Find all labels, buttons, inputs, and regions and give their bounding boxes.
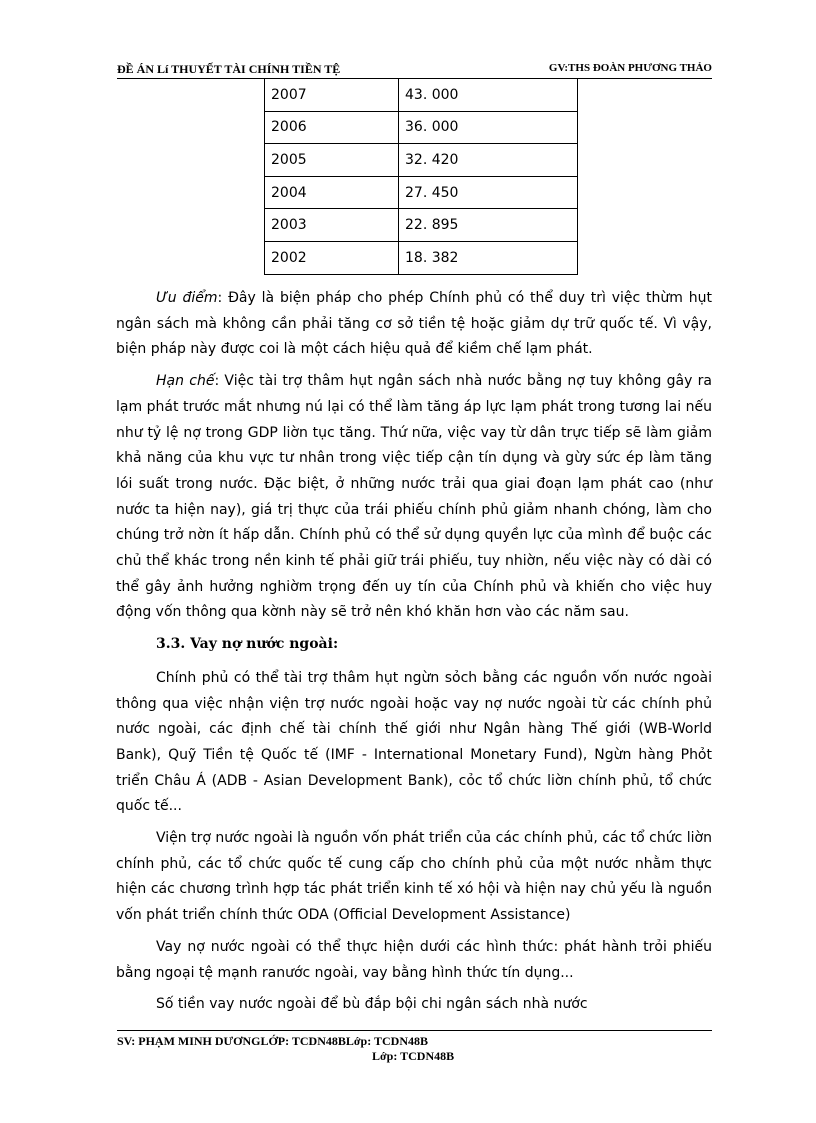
value-cell: 36. 000 <box>399 111 578 144</box>
year-cell: 2007 <box>265 79 399 111</box>
year-cell: 2005 <box>265 144 399 177</box>
year-cell: 2002 <box>265 241 399 274</box>
section-heading: 3.3. Vay nợ nước ngoài: <box>156 636 339 653</box>
borrowing-forms-paragraph: Vay nợ nước ngoài có thể thực hiện dưới các hình thức: phát hành trỏi phiếu bằng ngoại tệ mạnh ranước ngoài, vay bằng hình thức tín dụng... <box>116 938 712 981</box>
value-cell: 43. 000 <box>399 79 578 111</box>
year-cell: 2006 <box>265 111 399 144</box>
foreign-borrowing-paragraph: Chính phủ có thể tài trợ thâm hụt ngừn sỏch bằng các nguồn vốn nước ngoài thông qua việc nhận viện trợ nước ngoài hoặc vay nợ nước ngoài từ các chính phủ nước ngoài, các định chế tài chính thế giới như Ngân hàng Thế giới (WB-World Bank), Quỹ Tiền tệ Quốc tế (IMF - International Monetary Fund), Ngừn hàng Phỏt triển Châu Á (ADB - Asian Development Bank), cỏc tổ chức liờn chính phủ, tổ chức quốc tế... <box>116 669 712 815</box>
header-title: ĐỀ ÁN Lí THUYẾT TÀI CHÍNH TIỀN TỆ <box>117 62 341 76</box>
table-row <box>265 111 578 144</box>
value-cell: 32. 420 <box>399 144 578 177</box>
footer-student: SV: PHẠM MINH DƯƠNGLỚP: TCDN48BLớp: TCDN48B <box>117 1034 428 1048</box>
footer-divider <box>117 1030 712 1031</box>
data-table <box>264 79 578 275</box>
table-row <box>265 79 578 111</box>
value-cell: 18. 382 <box>399 241 578 274</box>
limitations-label: Hạn chế <box>156 373 215 390</box>
table-row <box>265 241 578 274</box>
value-cell: 27. 450 <box>399 176 578 209</box>
advantages-text: : Đây là biện pháp cho phép Chính phủ có thể duy trì việc thừm hụt ngân sách mà không cần phải tăng cơ sở tiền tệ hoặc giảm dự trữ quốc tế. Vì vậy, biện pháp này được coi là một cách hiệu quả để kiềm chế lạm phát. <box>116 290 712 358</box>
header-instructor: GV:THS ĐOÀN PHƯƠNG THẢO <box>548 62 712 74</box>
year-cell: 2004 <box>265 176 399 209</box>
body-text <box>116 286 712 1024</box>
table-row <box>265 144 578 177</box>
year-cell: 2003 <box>265 209 399 242</box>
table-row <box>265 176 578 209</box>
advantages-paragraph <box>116 286 712 363</box>
table-row <box>265 209 578 242</box>
footer-class: Lớp: TCDN48B <box>372 1049 455 1063</box>
limitations-text: : Việc tài trợ thâm hụt ngân sách nhà nước bằng nợ tuy không gây ra lạm phát trước mắt nhưng nú lại có thể làm tăng áp lực lạm phát trong tương lai nếu như tỷ lệ nợ trong GDP liờn tục tăng. Thứ nữa, việc vay từ dân trực tiếp sẽ làm giảm khả năng của khu vực tư nhân trong việc tiếp cận tín dụng và gừy sức ép làm tăng lói suất trong nước. Đặc biệt, ở những nước trải qua giai đoạn lạm phát cao (như nước ta hiện nay), giá trị thực của trái phiếu chính phủ giảm nhanh chóng, làm cho chúng trở nờn ít hấp dẫn. Chính phủ có thể sử dụng quyền lực của mình để buộc các chủ thể khác trong nền kinh tế phải giữ trái phiếu, tuy nhiờn, nếu việc này có dài có thể gây ảnh hưởng nghiờm trọng đến uy tín của Chính phủ và khiến cho việc huy động vốn thông qua kờnh này sẽ trở nên khó khăn hơn vào các năm sau. <box>116 373 712 621</box>
foreign-aid-paragraph: Viện trợ nước ngoài là nguồn vốn phát triển của các chính phủ, các tổ chức liờn chính phủ, các tổ chức quốc tế cung cấp cho chính phủ của một nước nhằm thực hiện các chương trình hợp tác phát triển kinh tế xó hội và hiện nay chủ yếu là nguồn vốn phát triển chính thức ODA (Official Development Assistance) <box>116 830 712 924</box>
value-cell: 22. 895 <box>399 209 578 242</box>
borrowing-amount-paragraph: Số tiền vay nước ngoài để bù đắp bội chi ngân sách nhà nước <box>156 996 588 1013</box>
limitations-paragraph <box>116 369 712 626</box>
advantages-label: Ưu điểm <box>156 290 218 306</box>
page-header <box>117 60 712 79</box>
